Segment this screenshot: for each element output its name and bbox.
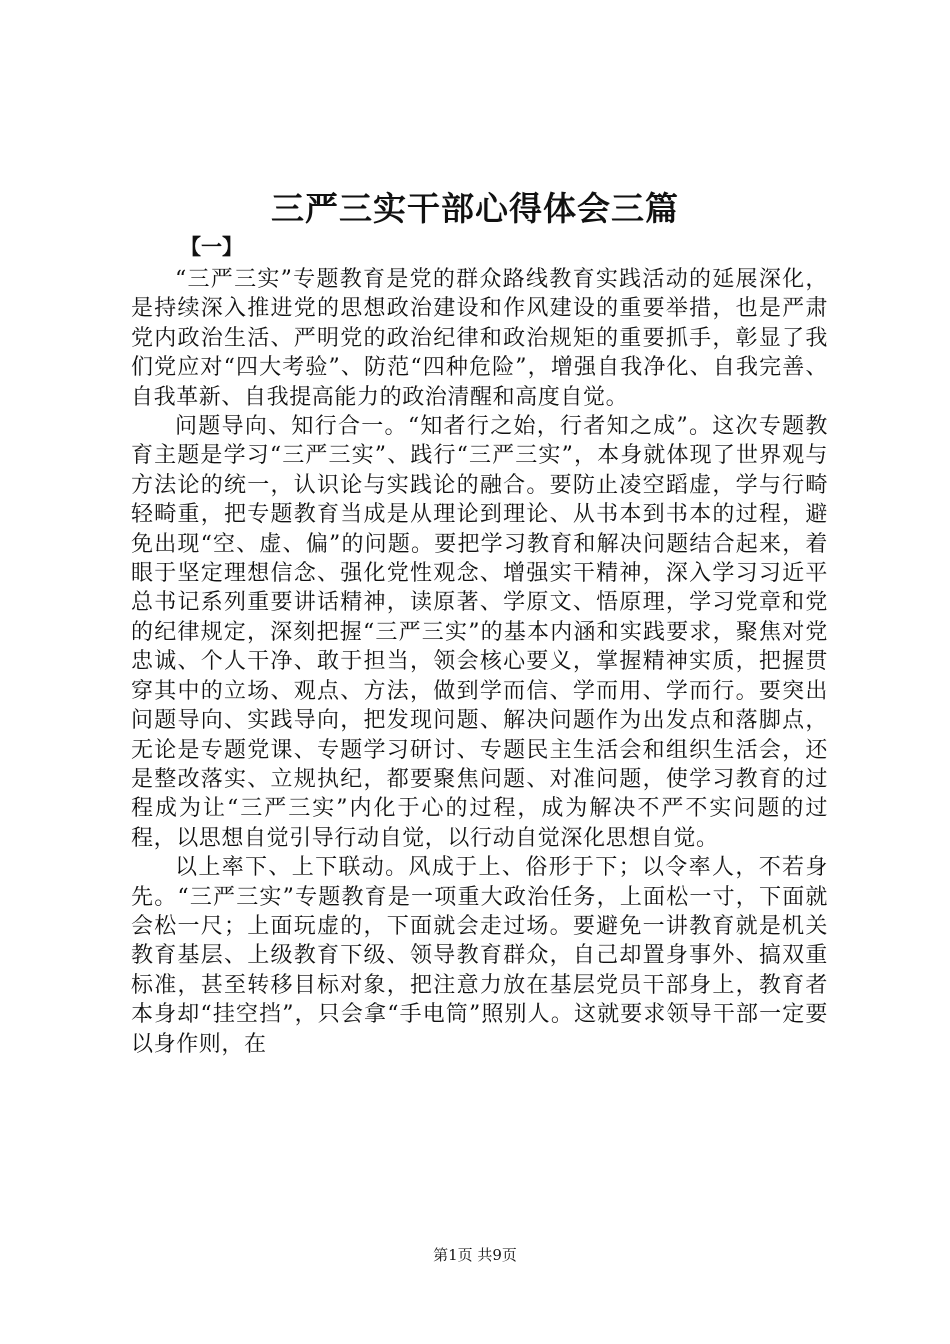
document-body [131, 265, 828, 1059]
paragraph: “三严三实”专题教育是党的群众路线教育实践活动的延展深化，是持续深入推进党的思想政治建设和作风建设的重要举措，也是严肃党内政治生活、严明党的政治纪律和政治规矩的重要抓手，彰显了我们党应对“四大考验”、防范“四种危险”，增强自我净化、自我完善、自我革新、自我提高能力的政治清醒和高度自觉。 [131, 267, 828, 410]
page-number-footer: 第1页 共9页 [433, 1246, 517, 1264]
paragraph: 以上率下、上下联动。风成于上、俗形于下；以令率人，不若身先。“三严三实”专题教育是一项重大政治任务，上面松一寸，下面就会松一尺；上面玩虚的，下面就会走过场。要避免一讲教育就是机关教育基层、上级教育下级、领导教育群众，自己却置身事外、搞双重标准，甚至转移目标对象，把注意力放在基层党员干部身上，教育者本身却“挂空挡”，只会拿“手电筒”照别人。这就要求领导干部一定要以身作则，在 [131, 855, 828, 1057]
document-title: 三严三实干部心得体会三篇 [271, 189, 679, 228]
section-heading: 【一】 [180, 234, 243, 259]
paragraph: 问题导向、知行合一。“知者行之始，行者知之成”。这次专题教育主题是学习“三严三实”、践行“三严三实”，本身就体现了世界观与方法论的统一，认识论与实践论的融合。要防止凌空蹈虚，学与行畸轻畸重，把专题教育当成是从理论到理论、从书本到书本的过程，避免出现“空、虚、偏”的问题。要把学习教育和解决问题结合起来，着眼于坚定理想信念、强化党性观念、增强实干精神，深入学习习近平总书记系列重要讲话精神，读原著、学原文、悟原理，学习党章和党的纪律规定，深刻把握“三严三实”的基本内涵和实践要求，聚焦对党忠诚、个人干净、敢于担当，领会核心要义，掌握精神实质，把握贯穿其中的立场、观点、方法，做到学而信、学而用、学而行。要突出问题导向、实践导向，把发现问题、解决问题作为出发点和落脚点，无论是专题党课、专题学习研讨、专题民主生活会和组织生活会，还是整改落实、立规执纪，都要聚焦问题、对准问题，使学习教育的过程成为让“三严三实”内化于心的过程，成为解决不严不实问题的过程，以思想自觉引导行动自觉，以行动自觉深化思想自觉。 [131, 414, 828, 851]
